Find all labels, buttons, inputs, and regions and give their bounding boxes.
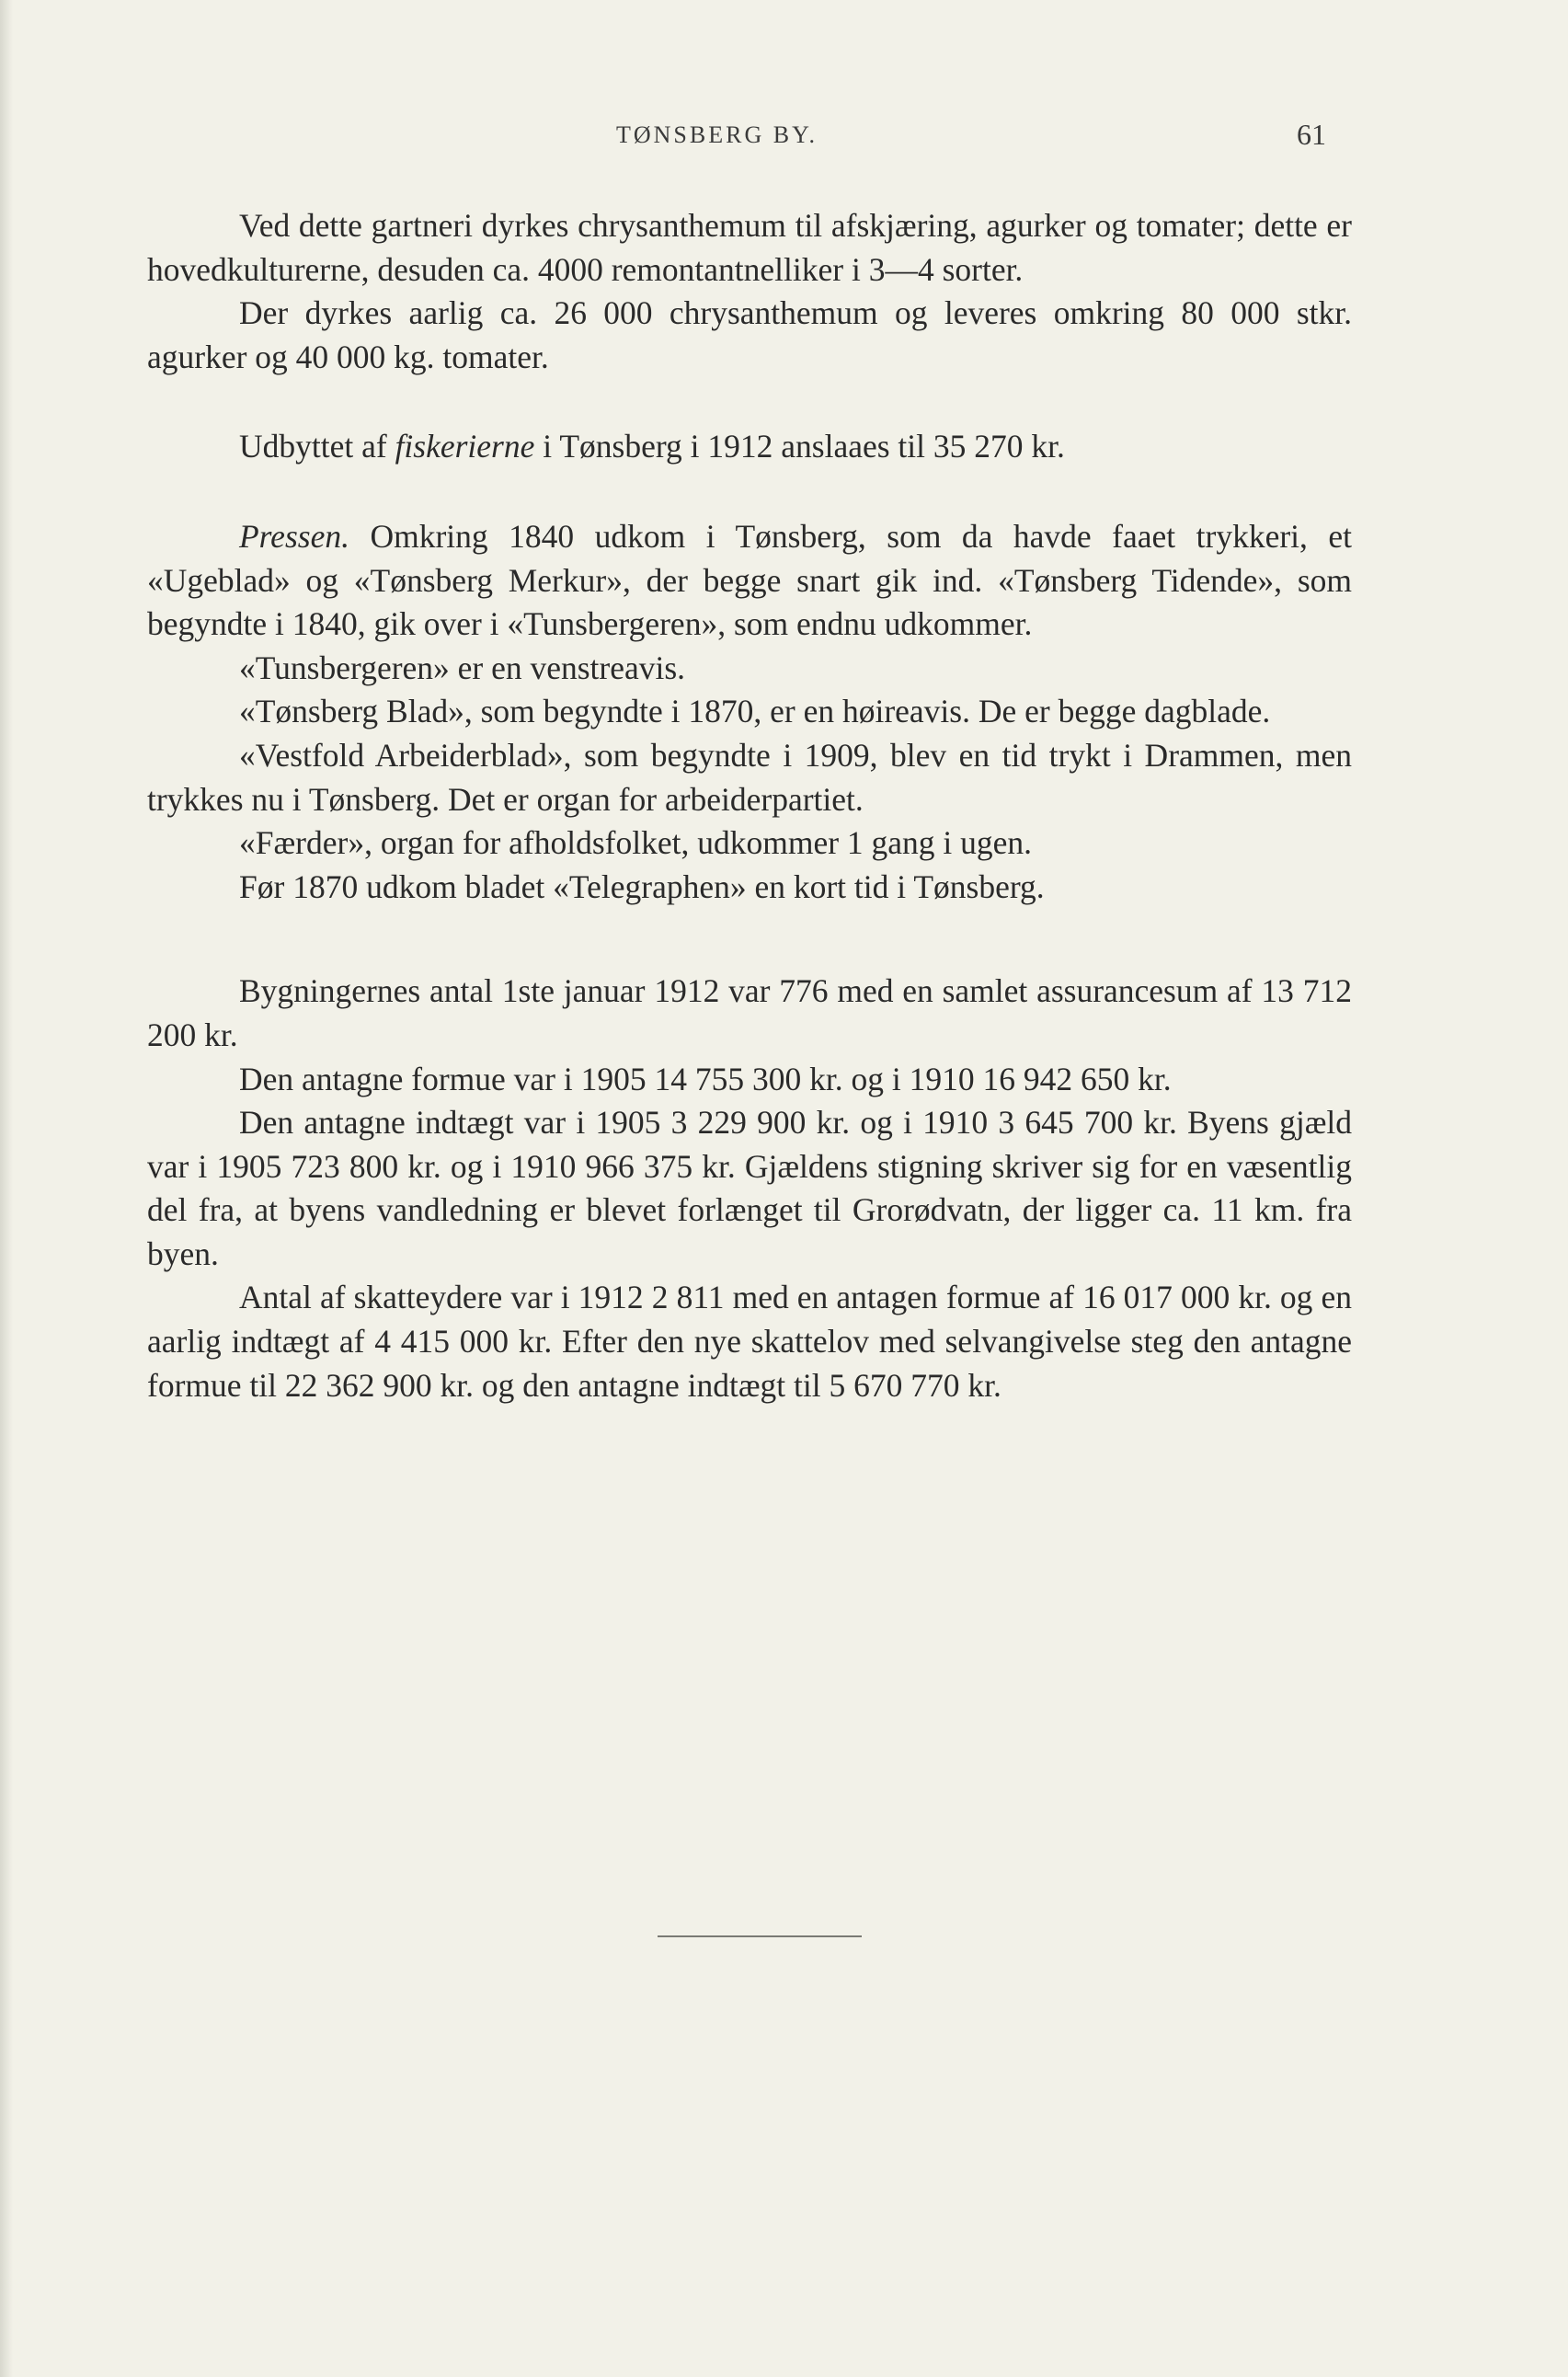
section-gap <box>147 469 1352 515</box>
paragraph-formue: Den antagne formue var i 1905 14 755 300 kr. og i 1910 16 942 650 kr. <box>239 1060 1172 1097</box>
paragraph-fisheries <box>147 425 1352 469</box>
end-rule <box>658 1935 862 1937</box>
paragraph-gartneri: Ved dette gartneri dyrkes chrysanthemum til afskjæring, agurker og tomater; dette er hovedkulturerne, desuden ca. 4000 remontantnelliker i 3—4 sorter. <box>147 207 1352 288</box>
paragraph-tunsbergeren: «Tunsbergeren» er en venstreavis. <box>239 649 686 686</box>
fisheries-italic: fiskerierne <box>395 428 535 465</box>
paragraph-faerder: «Færder», organ for afholdsfolket, udkommer 1 gang i ugen. <box>239 824 1033 862</box>
page-header <box>0 118 1568 155</box>
paragraph-production: Der dyrkes aarlig ca. 26 000 chrysanthemum og leveres omkring 80 000 stkr. agurker og 40 000 kg. tomater. <box>147 294 1352 375</box>
page-body <box>147 204 1352 1407</box>
press-heading: Pressen. <box>239 517 349 555</box>
paragraph-indtaegt: Den antagne indtægt var i 1905 3 229 900 kr. og i 1910 3 645 700 kr. Byens gjæld var i 1905 723 800 kr. og i 1910 966 375 kr. Gjældens stigning skriver sig for en væsentlig del fra, at byens vandledning er blevet forlænget til Grorødvatn, der ligger ca. 11 km. fra byen. <box>147 1104 1352 1272</box>
paragraph-press <box>147 515 1352 647</box>
press-text: Omkring 1840 udkom i Tønsberg, som da havde faaet trykkeri, et «Ugeblad» og «Tønsberg Merkur», der begge snart gik ind. «Tønsberg Tidende», som begyndte i 1840, gik over i «Tunsbergeren», som endnu udkommer. <box>147 517 1352 643</box>
paragraph-tonsberg-blad: «Tønsberg Blad», som begyndte i 1870, er en høireavis. De er begge dagblade. <box>239 693 1271 730</box>
paragraph-vestfold: «Vestfold Arbeiderblad», som begyndte i 1909, blev en tid trykt i Drammen, men trykkes nu i Tønsberg. Det er organ for arbeiderpartiet. <box>147 736 1352 818</box>
running-title: TØNSBERG BY. <box>616 121 818 148</box>
section-gap <box>147 909 1352 970</box>
paragraph-telegraphen: Før 1870 udkom bladet «Telegraphen» en kort tid i Tønsberg. <box>239 867 1045 905</box>
page-edge-shadow <box>0 0 13 2377</box>
section-gap <box>147 379 1352 425</box>
fisheries-text-before: Udbyttet af <box>239 428 395 465</box>
paragraph-buildings: Bygningernes antal 1ste januar 1912 var 776 med en samlet assurancesum af 13 712 200 kr. <box>147 972 1352 1053</box>
fisheries-text-after: i Tønsberg i 1912 anslaaes til 35 270 kr. <box>534 428 1065 465</box>
paragraph-skatteydere: Antal af skatteydere var i 1912 2 811 med en antagen formue af 16 017 000 kr. og en aarlig indtægt af 4 415 000 kr. Efter den nye skattelov med selvangivelse steg den antagne formue til 22 362 900 kr. og den antagne indtægt til 5 670 770 kr. <box>147 1279 1352 1404</box>
page-number: 61 <box>1297 118 1326 151</box>
